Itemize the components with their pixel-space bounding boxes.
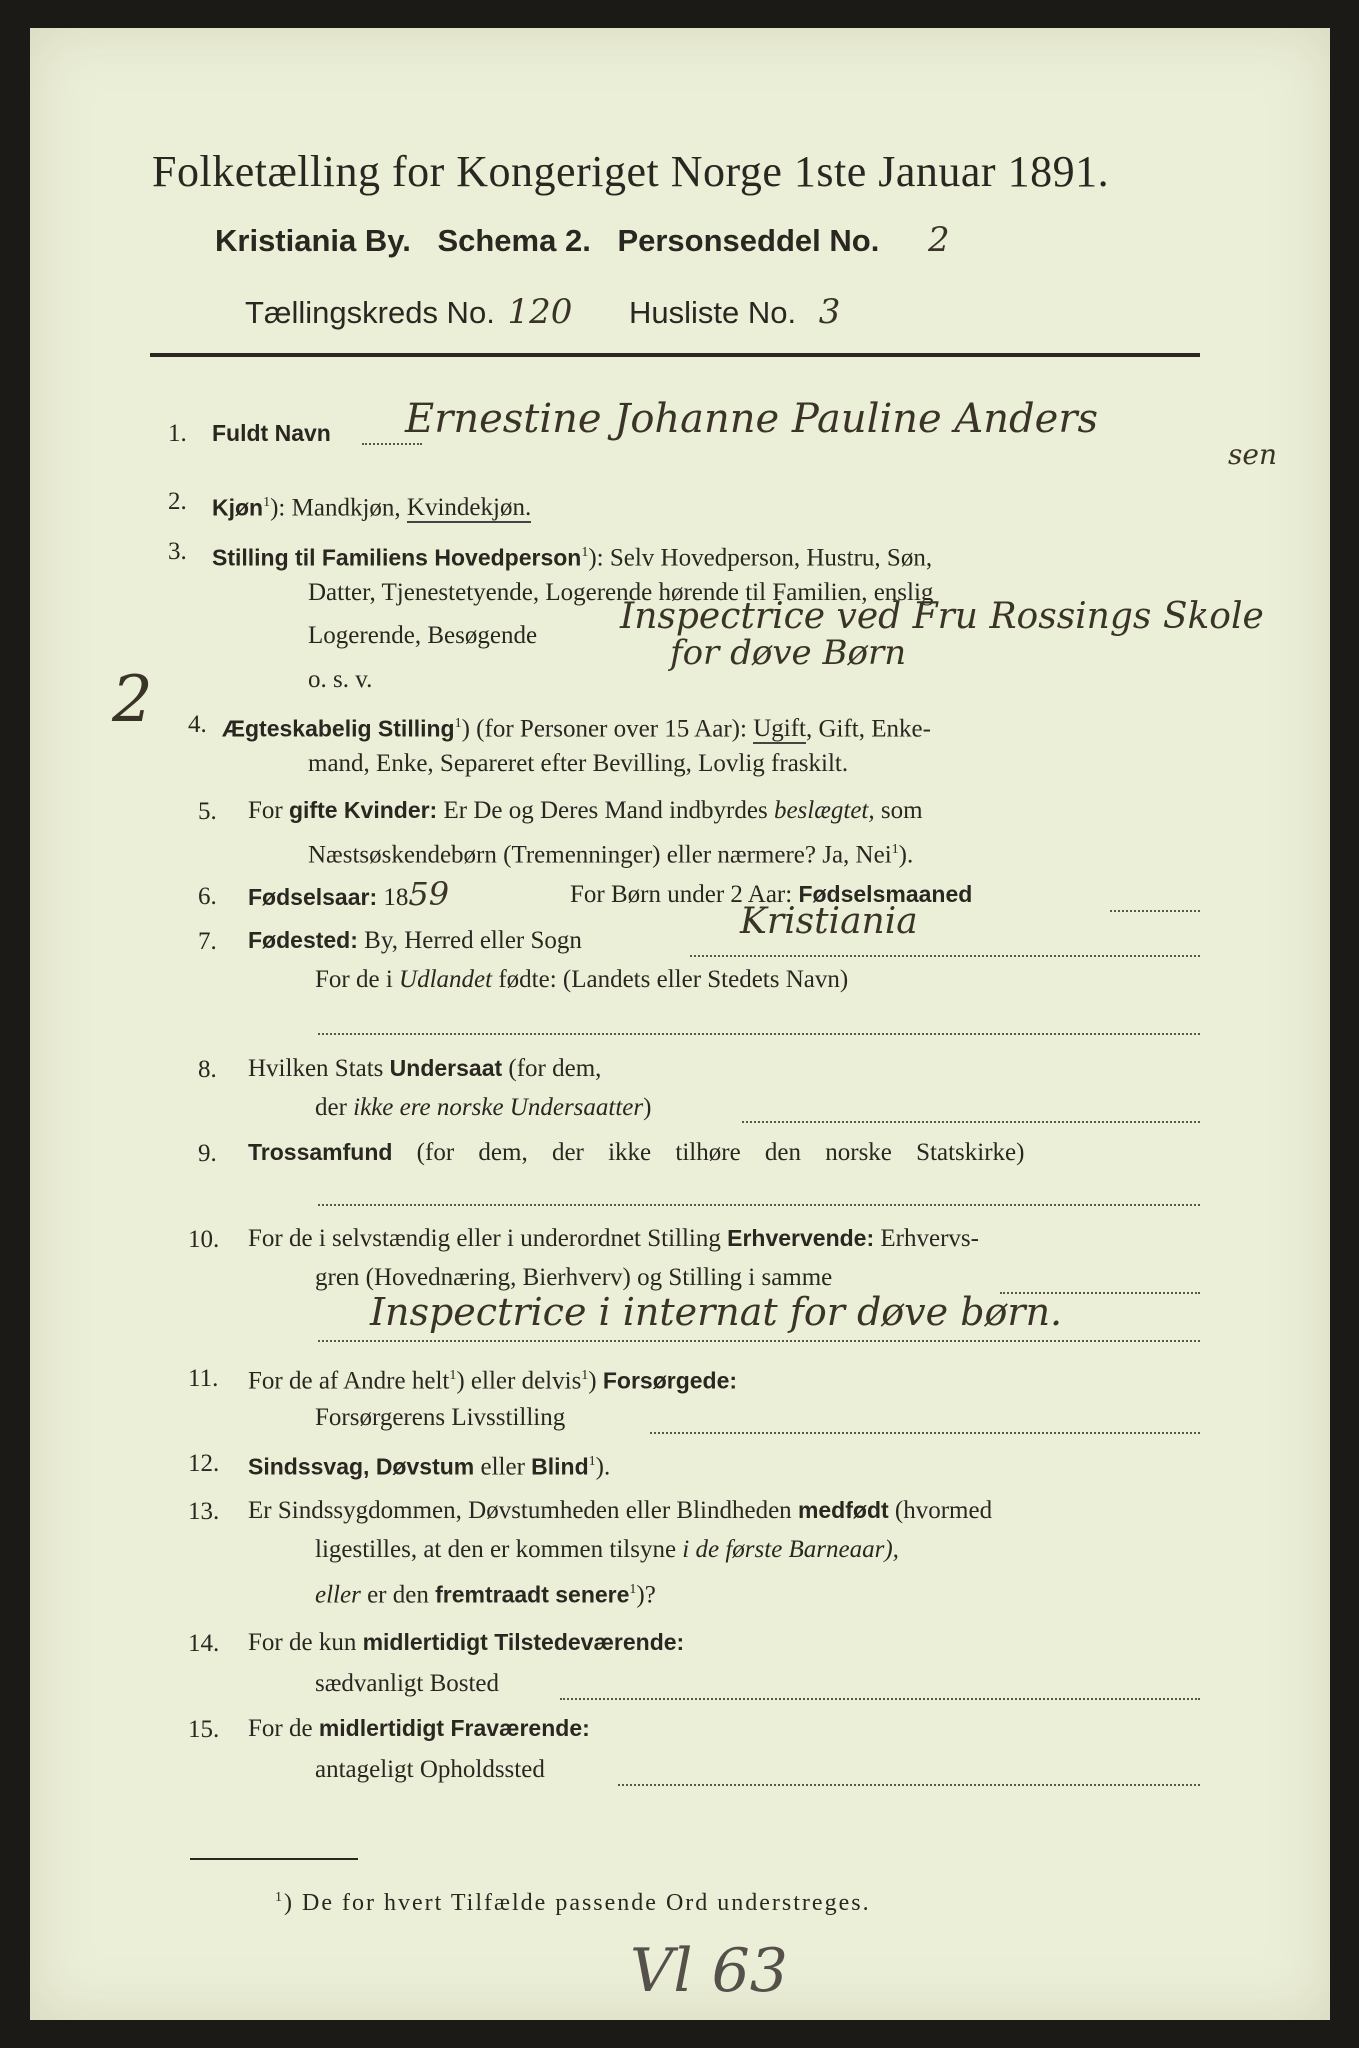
kreds-value: 120: [507, 292, 573, 332]
family-position-line-3: Logerende, Besøgende: [308, 622, 538, 649]
item-number-15: 15.: [188, 1716, 220, 1743]
congenital-text-2: (hvormed: [888, 1497, 993, 1524]
citizenship-line-1: [248, 1048, 601, 1089]
birth-year-label: Fødselsaar:: [248, 884, 378, 910]
full-name-label: Fuldt Navn: [212, 420, 331, 446]
occupation-label: Erhvervende:: [727, 1225, 875, 1251]
supported-text-3: ): [588, 1367, 603, 1395]
dotted-line: [1110, 910, 1200, 912]
item-number-9: 9.: [198, 1140, 217, 1167]
occupation-value: Inspectrice i internat for døve børn.: [370, 1290, 1063, 1334]
marital-label: Ægteskabelig Stilling: [222, 715, 455, 742]
temp-present-line-1: [248, 1622, 684, 1663]
footnote-text: ) De for hvert Tilfælde passende Ord understreges.: [284, 1890, 871, 1916]
husliste-label: Husliste No.: [628, 295, 797, 330]
full-name-value: Ernestine Johanne Pauline Anders: [405, 396, 1098, 442]
abroad-ital: Udlandet: [399, 966, 493, 993]
birth-month-label: Fødselsmaaned: [798, 881, 973, 907]
item-number-4: 4.: [188, 711, 207, 738]
item-number-10: 10.: [188, 1226, 220, 1253]
gender-options: ): Mandkjøn,: [270, 494, 407, 522]
dotted-line: [318, 1340, 1200, 1342]
footnote-marker: 1: [275, 1890, 284, 1905]
citizenship-line-2: [315, 1088, 651, 1128]
abroad-text-2: fødte: (Landets eller Stedets Navn): [492, 966, 849, 993]
footnote-ref: 1: [629, 1582, 637, 1597]
related-options: Næstsøskendebørn (Tremenninger) eller nærmere? Ja, Nei: [308, 841, 892, 869]
temp-present-line-2: sædvanligt Bosted: [315, 1670, 500, 1697]
dotted-line: [318, 1204, 1200, 1206]
temp-absent-line-1: [248, 1708, 590, 1749]
schema-label: Schema 2.: [437, 223, 591, 258]
disability-label: Sindssvag, Døvstum: [248, 1453, 475, 1480]
birthplace-label: Fødested:: [248, 927, 358, 953]
religion-text: (for dem, der ikke tilhøre den norske Statskirke): [392, 1139, 1025, 1166]
bottom-note: Vl 63: [630, 1936, 788, 2006]
item-number-3: 3.: [168, 538, 187, 565]
temp-present-label: midlertidigt Tilstedeværende:: [362, 1629, 685, 1655]
congenital-label: medfødt: [797, 1497, 889, 1523]
citizenship-end: ): [643, 1094, 652, 1121]
related-question: Er De og Deres Mand indbyrdes: [437, 797, 774, 824]
temp-present-text: For de kun: [248, 1629, 363, 1656]
birth-year-line: [248, 874, 449, 918]
blind-label: Blind: [531, 1453, 589, 1480]
related-tail: som: [874, 797, 923, 824]
item-number-1: 1.: [168, 420, 187, 447]
city-label: Kristiania By.: [215, 223, 411, 258]
related-text: For: [248, 797, 289, 824]
family-position-line-2: Datter, Tjenestetyende, Logerende hørende til Familien, enslig: [308, 579, 934, 606]
congenital-end: )?: [636, 1581, 656, 1609]
temp-absent-line-2: antageligt Opholdssted: [315, 1756, 545, 1783]
husliste-value: 3: [818, 292, 841, 332]
personseddel-value: 2: [927, 220, 950, 260]
census-form: [30, 28, 1330, 2020]
marital-text: ) (for Personer over 15 Aar):: [461, 715, 754, 743]
header-rule: [150, 353, 1200, 357]
family-position-value: Inspectrice ved Fru Rossings Skole: [620, 596, 1264, 637]
congenital-ital: i de første Barneaar),: [682, 1536, 899, 1563]
marital-options: , Gift, Enke-: [805, 715, 931, 743]
item-number-2: 2.: [168, 488, 187, 515]
full-name-value-cont: sen: [1228, 438, 1277, 471]
disability-line: [248, 1442, 610, 1487]
footnote-ref: 1: [588, 1454, 596, 1469]
dotted-line: [318, 1033, 1200, 1035]
temp-absent-text: For de: [248, 1715, 319, 1742]
footnote-ref: 1: [454, 716, 462, 731]
item-number-8: 8.: [198, 1056, 217, 1083]
personseddel-label: Personseddel No.: [617, 223, 880, 258]
footnote-ref: 1: [449, 1368, 457, 1383]
birth-year-prefix: 18: [377, 884, 409, 911]
congenital-line-1: [248, 1490, 992, 1531]
family-position-line-1: [212, 533, 932, 578]
congenital-ital-2: eller: [315, 1581, 361, 1609]
family-position-label: Stilling til Familiens Hovedperson: [212, 544, 582, 571]
birthplace-text: By, Herred eller Sogn: [357, 927, 582, 954]
related-ital: beslægtet,: [773, 797, 875, 824]
dotted-line: [560, 1698, 1200, 1700]
dotted-line: [690, 955, 1200, 957]
birthplace-line-1: [248, 920, 582, 961]
footnote-ref: 1: [581, 545, 589, 560]
supported-label: Forsørgede:: [602, 1367, 738, 1394]
citizenship-text-2: (for dem,: [502, 1055, 602, 1082]
supported-line-1: [248, 1356, 737, 1401]
related-end: ).: [898, 841, 914, 869]
birth-year-value: 59: [408, 875, 450, 913]
disability-end: ).: [595, 1453, 611, 1481]
margin-note: 2: [112, 663, 153, 737]
gender-label: Kjøn: [212, 494, 264, 521]
gender-selected: Kvindekjøn.: [406, 494, 532, 522]
related-line-2: [308, 830, 913, 875]
item-number-5: 5.: [198, 798, 217, 825]
congenital-line-2: [315, 1530, 899, 1570]
religion-line: [248, 1132, 1024, 1173]
citizenship-text-3: der: [315, 1094, 354, 1121]
item-number-14: 14.: [188, 1630, 220, 1657]
congenital-text-4: er den: [360, 1581, 436, 1609]
birthplace-line-2: [315, 960, 848, 1000]
abroad-text: For de i: [315, 966, 400, 993]
dotted-line: [742, 1121, 1200, 1123]
religion-label: Trossamfund: [248, 1139, 393, 1165]
marital-line-2: mand, Enke, Separeret efter Bevilling, Lovlig fraskilt.: [308, 750, 849, 777]
related-label: gifte Kvinder:: [288, 797, 438, 823]
item-number-13: 13.: [188, 1498, 220, 1525]
occupation-line-2: gren (Hovednæring, Bierhverv) og Stilling i samme: [315, 1264, 833, 1291]
supported-text-2: ) eller delvis: [456, 1367, 582, 1395]
supported-text: For de af Andre helt: [248, 1367, 450, 1395]
birthplace-value: Kristiania: [740, 901, 918, 942]
disability-text: eller: [474, 1453, 532, 1481]
footnote-rule: [190, 1858, 358, 1860]
marital-line-1: [222, 704, 931, 749]
occupation-line-1: [248, 1218, 979, 1259]
citizenship-text: Hvilken Stats: [248, 1055, 390, 1082]
birth-month-text: For Børn under 2 Aar:: [570, 881, 793, 908]
temp-absent-label: midlertidigt Fraværende:: [318, 1715, 590, 1741]
supported-line-2: Forsørgerens Livsstilling: [315, 1404, 566, 1431]
related-line-1: [248, 790, 923, 831]
item-number-6: 6.: [198, 883, 217, 910]
footnote-ref: 1: [263, 495, 271, 510]
occupation-text-2: Erhvervs-: [874, 1225, 979, 1252]
gender-line: [212, 483, 531, 528]
congenital-text: Er Sindssygdommen, Døvstumheden eller Blindheden: [248, 1497, 798, 1524]
family-position-options: ): Selv Hovedperson, Hustru, Søn,: [588, 544, 933, 572]
item-number-12: 12.: [188, 1450, 220, 1477]
footnote: [275, 1890, 871, 1917]
header-line-2: [215, 220, 950, 260]
occupation-text: For de i selvstændig eller i underordnet Stilling: [248, 1225, 728, 1252]
congenital-text-3: ligestilles, at den er kommen tilsyne: [315, 1536, 683, 1563]
later-label: fremtraadt senere: [435, 1581, 630, 1608]
citizenship-ital: ikke ere norske Undersaatter: [353, 1094, 644, 1121]
congenital-line-3: [315, 1570, 656, 1615]
family-position-line-4: o. s. v.: [308, 666, 373, 693]
dotted-line: [618, 1784, 1200, 1786]
kreds-label: Tællingskreds No.: [245, 295, 495, 330]
citizenship-label: Undersaat: [389, 1055, 503, 1081]
marital-selected: Ugift: [753, 715, 806, 743]
footnote-ref: 1: [581, 1368, 589, 1383]
dotted-line: [650, 1432, 1200, 1434]
item-number-11: 11.: [188, 1365, 219, 1392]
form-title: Folketælling for Kongeriget Norge 1ste Januar 1891.: [152, 147, 1110, 196]
header-line-3: [245, 292, 840, 332]
family-position-value-cont: for døve Børn: [670, 633, 907, 673]
item-number-7: 7.: [198, 928, 217, 955]
dotted-line: [362, 443, 422, 445]
footnote-ref: 1: [891, 842, 899, 857]
